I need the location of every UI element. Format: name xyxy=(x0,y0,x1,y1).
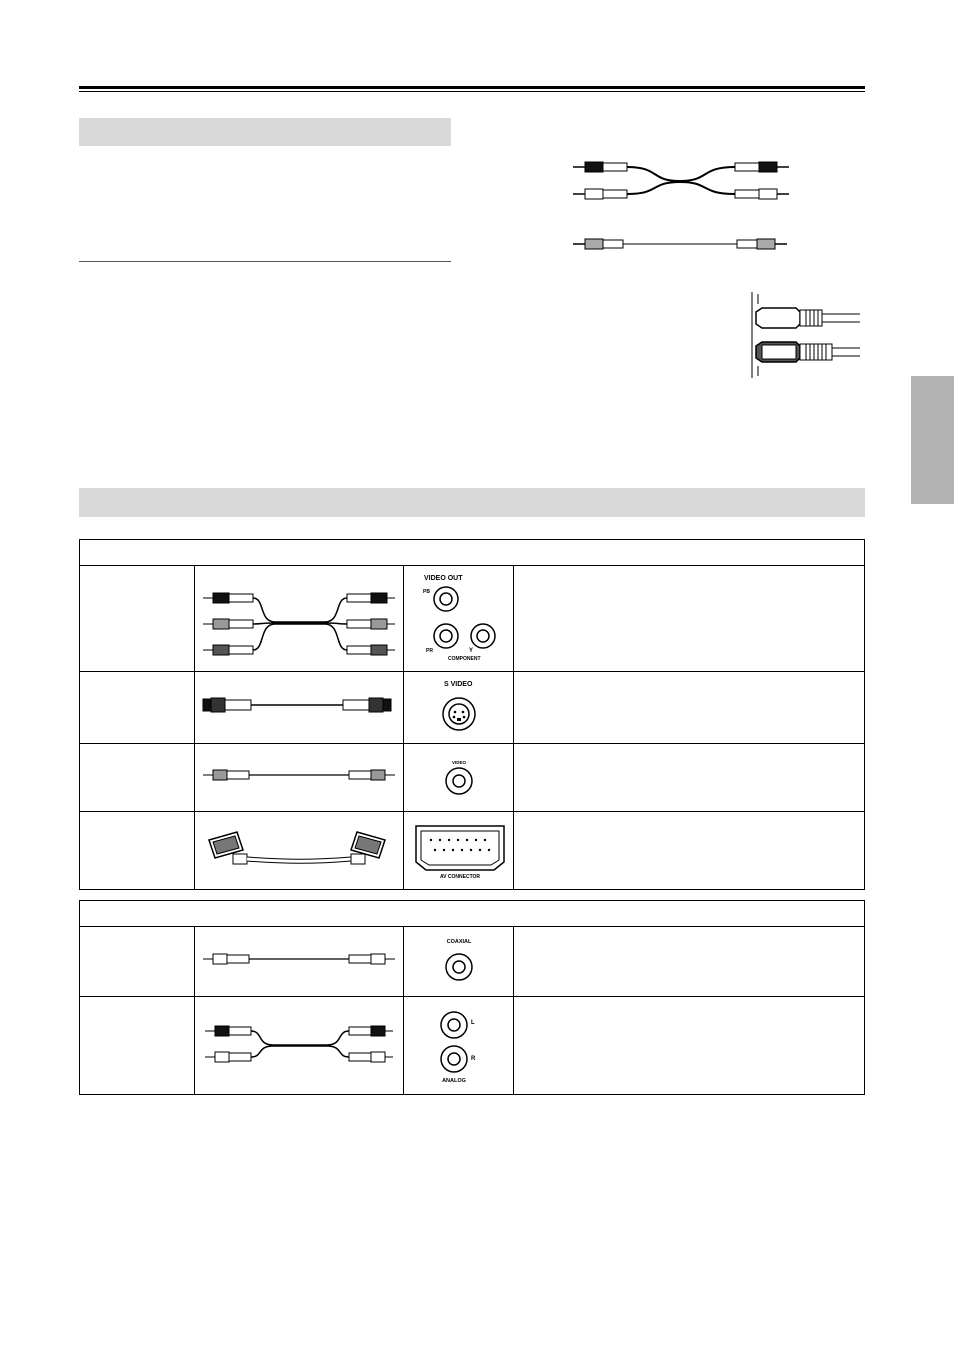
rca-cables-illustration xyxy=(565,155,795,255)
cable-name-cell xyxy=(80,812,195,890)
description-cell xyxy=(513,744,864,812)
section-heading-bar-left xyxy=(79,118,451,146)
table-row xyxy=(80,566,865,672)
component-pr-label: PR xyxy=(425,648,433,654)
table-header-row xyxy=(80,540,865,566)
description-cell xyxy=(513,812,864,890)
table-row xyxy=(80,997,865,1095)
component-video-cable-icon xyxy=(195,566,403,666)
component-jacks-icon xyxy=(404,566,513,666)
component-y-label: Y xyxy=(468,648,473,654)
cable-name-cell xyxy=(80,672,195,744)
description-cell xyxy=(513,566,864,672)
analog-audio-jacks-icon xyxy=(404,997,513,1089)
component-jack-title: VIDEO OUT xyxy=(423,575,463,582)
table-row xyxy=(80,812,865,890)
video-connections-table xyxy=(79,539,865,890)
composite-jack-title: VIDEO xyxy=(451,760,466,765)
svideo-cable-icon xyxy=(195,672,403,738)
description-cell xyxy=(513,672,864,744)
cable-illustration-cell xyxy=(194,672,403,744)
table-row xyxy=(80,744,865,812)
cable-name-cell xyxy=(80,744,195,812)
subsection-rule xyxy=(79,261,451,262)
description-cell xyxy=(513,997,864,1095)
table-header-row xyxy=(80,901,865,927)
scart-jack-icon xyxy=(404,812,513,884)
table-row xyxy=(80,672,865,744)
scart-caption: AV CONNECTOR xyxy=(439,874,480,880)
audio-connections-table xyxy=(79,900,865,1095)
jack-illustration-cell xyxy=(403,927,513,997)
single-rca-cable xyxy=(573,239,787,249)
table-row xyxy=(80,927,865,997)
svideo-jack-title: S VIDEO xyxy=(443,681,473,688)
coaxial-cable-icon xyxy=(195,927,403,991)
composite-video-cable-icon xyxy=(195,744,403,806)
cable-illustration-cell xyxy=(194,566,403,672)
plug-insertion-illustration xyxy=(748,290,863,380)
jack-illustration-cell xyxy=(403,812,513,890)
coaxial-jack-icon xyxy=(404,927,513,991)
cable-illustration-cell xyxy=(194,744,403,812)
analog-r-label: R xyxy=(470,1056,476,1062)
cable-name-cell xyxy=(80,927,195,997)
cable-name-cell xyxy=(80,997,195,1095)
analog-caption: ANALOG xyxy=(441,1078,466,1084)
cable-illustration-cell xyxy=(194,812,403,890)
side-thumb-tab xyxy=(911,376,954,504)
jack-illustration-cell xyxy=(403,997,513,1095)
jack-illustration-cell xyxy=(403,566,513,672)
table-header xyxy=(80,540,865,566)
scart-cable-icon xyxy=(195,812,403,884)
top-rule xyxy=(79,86,865,89)
component-pb-label: PB xyxy=(422,589,430,595)
jack-illustration-cell xyxy=(403,672,513,744)
svideo-jack-icon xyxy=(404,672,513,738)
section-heading-bar-full xyxy=(79,488,865,517)
cable-illustration-cell xyxy=(194,927,403,997)
cable-illustration-cell xyxy=(194,997,403,1095)
composite-video-jack-icon xyxy=(404,744,513,806)
analog-l-label: L xyxy=(470,1020,475,1026)
stereo-rca-cable xyxy=(573,162,789,199)
description-cell xyxy=(513,927,864,997)
analog-audio-cable-icon xyxy=(195,997,403,1089)
table-header xyxy=(80,901,865,927)
component-caption: COMPONENT xyxy=(447,656,481,662)
top-rule-thin xyxy=(79,91,865,92)
cable-name-cell xyxy=(80,566,195,672)
coaxial-jack-title: COAXIAL xyxy=(446,939,472,945)
jack-illustration-cell xyxy=(403,744,513,812)
